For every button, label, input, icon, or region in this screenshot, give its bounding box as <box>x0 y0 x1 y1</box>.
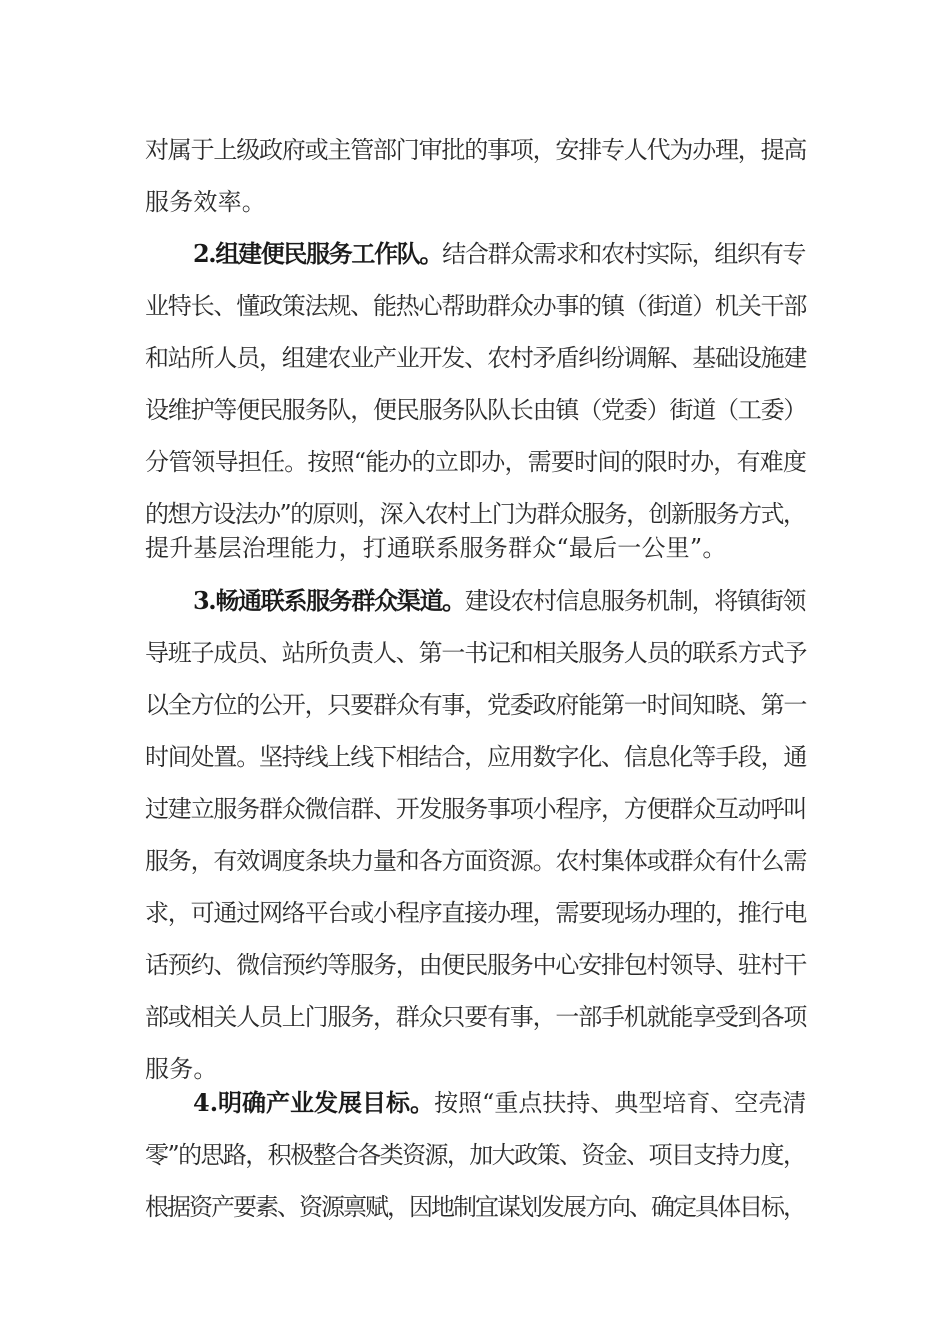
paragraph-3-line-9: 部或相关人员上门服务，群众只要有事，一部手机就能享受到各项 <box>145 1003 807 1031</box>
paragraph-3-line-10: 服务。 <box>145 1055 218 1083</box>
paragraph-3-line-4: 时间处置。坚持线上线下相结合，应用数字化、信息化等手段，通 <box>145 743 807 771</box>
paragraph-2-line-2: 业特长、懂政策法规、能热心帮助群众办事的镇（街道）机关干部 <box>145 292 807 320</box>
paragraph-2-line-4: 设维护等便民服务队，便民服务队队长由镇（党委）街道（工委） <box>145 396 807 424</box>
paragraph-3-line-8: 话预约、微信预约等服务，由便民服务中心安排包村领导、驻村干 <box>145 951 807 979</box>
paragraph-3-line-5: 过建立服务群众微信群、开发服务事项小程序，方便群众互动呼叫 <box>145 795 807 823</box>
paragraph-3-line-3: 以全方位的公开，只要群众有事，党委政府能第一时间知晓、第一 <box>145 691 807 719</box>
paragraph-4-first-line-text: 按照“重点扶持、典型培育、空壳清 <box>434 1089 807 1117</box>
paragraph-3-first-line-text: 建设农村信息服务机制，将镇街领 <box>464 587 805 615</box>
paragraph-2-first-line <box>193 236 805 272</box>
paragraph-2-line-3: 和站所人员，组建农业产业开发、农村矛盾纠纷调解、基础设施建 <box>145 344 807 372</box>
paragraph-4-line-3: 根据资产要素、资源禀赋，因地制宜谋划发展方向、确定具体目标， <box>145 1193 805 1221</box>
paragraph-3-line-6: 服务，有效调度条块力量和各方面资源。农村集体或群众有什么需 <box>145 847 807 875</box>
paragraph-1-line-2: 服务效率。 <box>145 188 266 216</box>
paragraph-2-line-7: 提升基层治理能力，打通联系服务群众“最后一公里”。 <box>145 534 727 562</box>
paragraph-1-line-1: 对属于上级政府或主管部门审批的事项，安排专人代为办理，提高 <box>145 136 807 164</box>
paragraph-2-line-5: 分管领导担任。按照“能办的立即办，需要时间的限时办，有难度 <box>145 448 807 476</box>
paragraph-3-line-7: 求，可通过网络平台或小程序直接办理，需要现场办理的，推行电 <box>145 899 807 927</box>
paragraph-2-line-6: 的想方设法办”的原则，深入农村上门为群众服务，创新服务方式， <box>145 500 806 528</box>
paragraph-4-line-2: 零”的思路，积极整合各类资源，加大政策、资金、项目支持力度， <box>145 1141 806 1169</box>
paragraph-4-heading: 4.明确产业发展目标。 <box>193 1088 435 1117</box>
paragraph-3-first-line <box>193 583 805 619</box>
paragraph-3-heading: 3.畅通联系服务群众渠道。 <box>193 586 465 615</box>
paragraph-3-line-2: 导班子成员、站所负责人、第一书记和相关服务人员的联系方式予 <box>145 639 807 667</box>
paragraph-2-first-line-text: 结合群众需求和农村实际，组织有专 <box>442 240 805 268</box>
paragraph-4-first-line <box>193 1085 805 1121</box>
paragraph-2-heading: 2.组建便民服务工作队。 <box>193 239 443 268</box>
